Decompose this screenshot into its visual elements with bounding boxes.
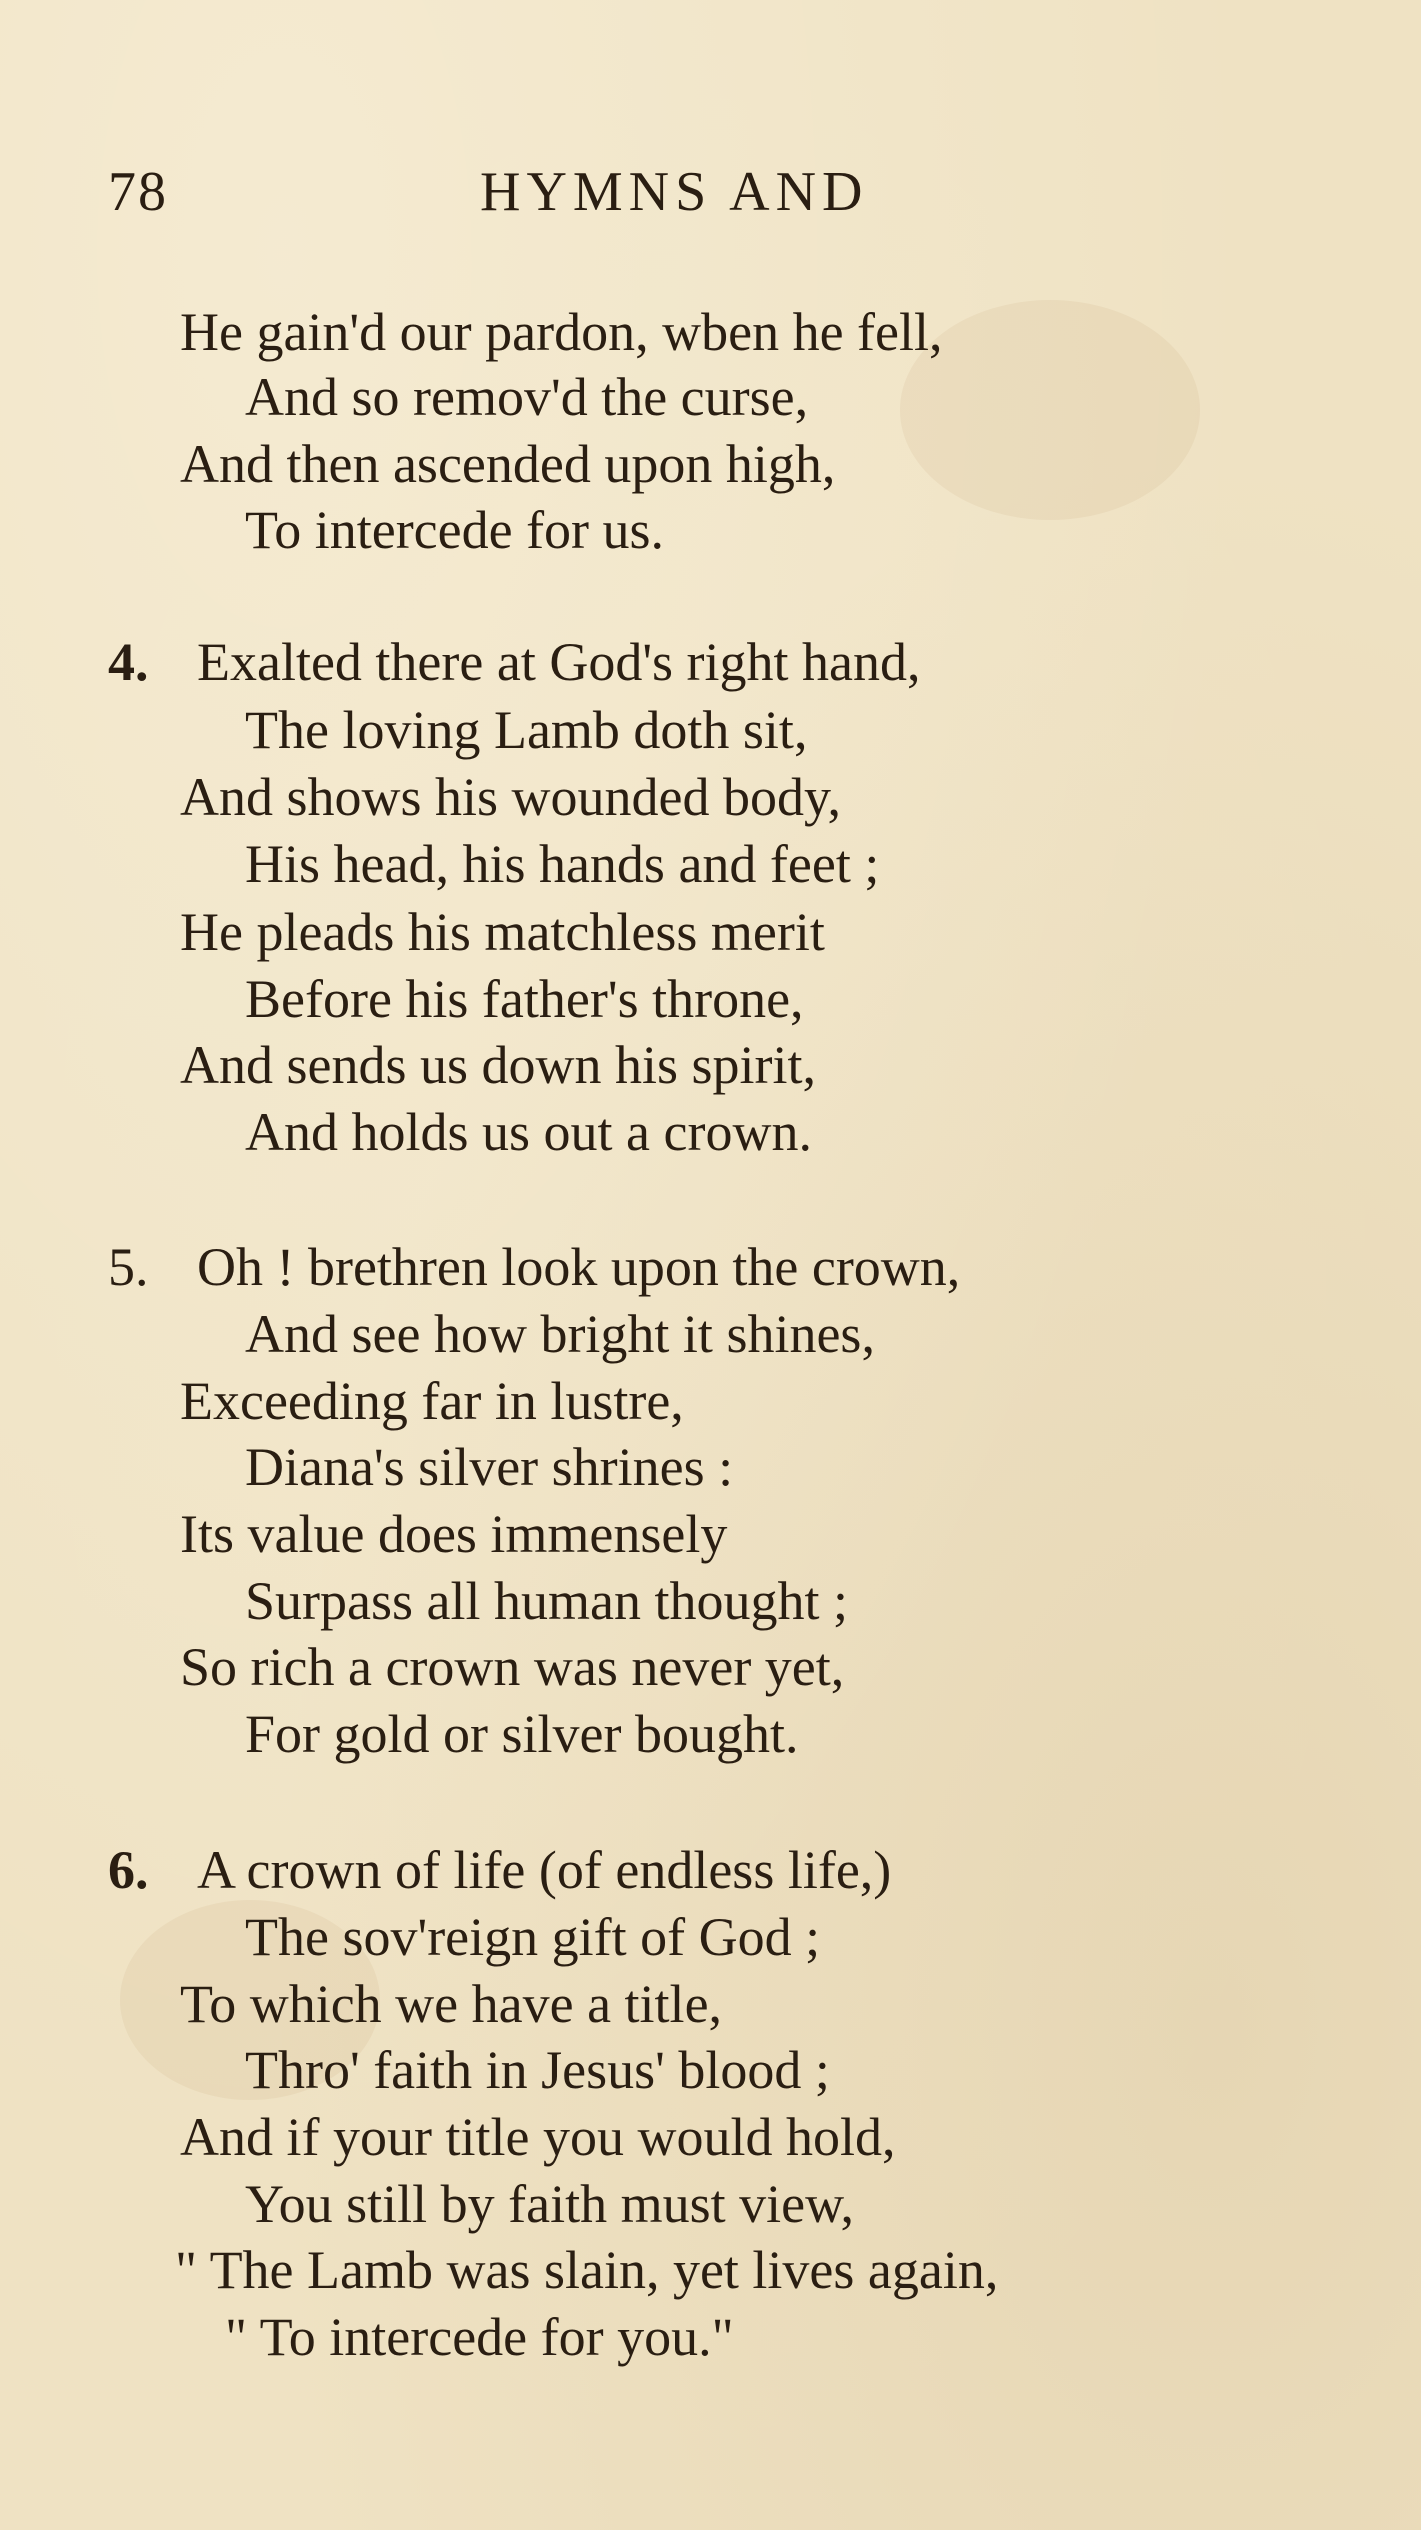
stanza-number: 6. — [108, 1840, 149, 1900]
verse-line: The sov'reign gift of God ; — [245, 1907, 821, 1967]
verse-line: Oh ! brethren look upon the crown, — [197, 1237, 961, 1297]
verse-line: Exalted there at God's right hand, — [197, 632, 921, 692]
verse-line: He gain'd our pardon, wben he fell, — [180, 302, 943, 362]
verse-line: And then ascended upon high, — [180, 434, 836, 494]
page-number: 78 — [108, 161, 168, 223]
verse-line: You still by faith must view, — [245, 2174, 855, 2234]
verse-line: To which we have a title, — [180, 1974, 723, 2034]
verse-line: And shows his wounded body, — [180, 767, 841, 827]
verse-line: To intercede for us. — [245, 500, 665, 560]
verse-line: And so remov'd the curse, — [245, 367, 809, 427]
verse-line: For gold or silver bought. — [245, 1704, 799, 1764]
verse-line: " The Lamb was slain, yet lives again, — [175, 2240, 999, 2300]
stanza-number: 4. — [108, 632, 149, 692]
verse-line: Exceeding far in lustre, — [180, 1371, 684, 1431]
verse-line: And sends us down his spirit, — [180, 1035, 817, 1095]
verse-line: " To intercede for you." — [225, 2307, 734, 2367]
running-head: HYMNS AND — [480, 161, 869, 223]
verse-line: Thro' faith in Jesus' blood ; — [245, 2040, 830, 2100]
verse-line: And if your title you would hold, — [180, 2107, 896, 2167]
verse-line: Diana's silver shrines : — [245, 1437, 734, 1497]
verse-line: Before his father's throne, — [245, 969, 804, 1029]
verse-line: The loving Lamb doth sit, — [245, 700, 808, 760]
stanza-number: 5. — [108, 1237, 149, 1297]
verse-line: His head, his hands and feet ; — [245, 834, 880, 894]
verse-line: Its value does immensely — [180, 1504, 728, 1564]
page-header — [0, 160, 1421, 240]
paper-stain — [900, 300, 1200, 520]
verse-line: Surpass all human thought ; — [245, 1571, 848, 1631]
verse-line: So rich a crown was never yet, — [180, 1637, 845, 1697]
verse-line: A crown of life (of endless life,) — [197, 1840, 892, 1900]
verse-line: And holds us out a crown. — [245, 1102, 812, 1162]
verse-line: He pleads his matchless merit — [180, 902, 825, 962]
verse-line: And see how bright it shines, — [245, 1304, 875, 1364]
